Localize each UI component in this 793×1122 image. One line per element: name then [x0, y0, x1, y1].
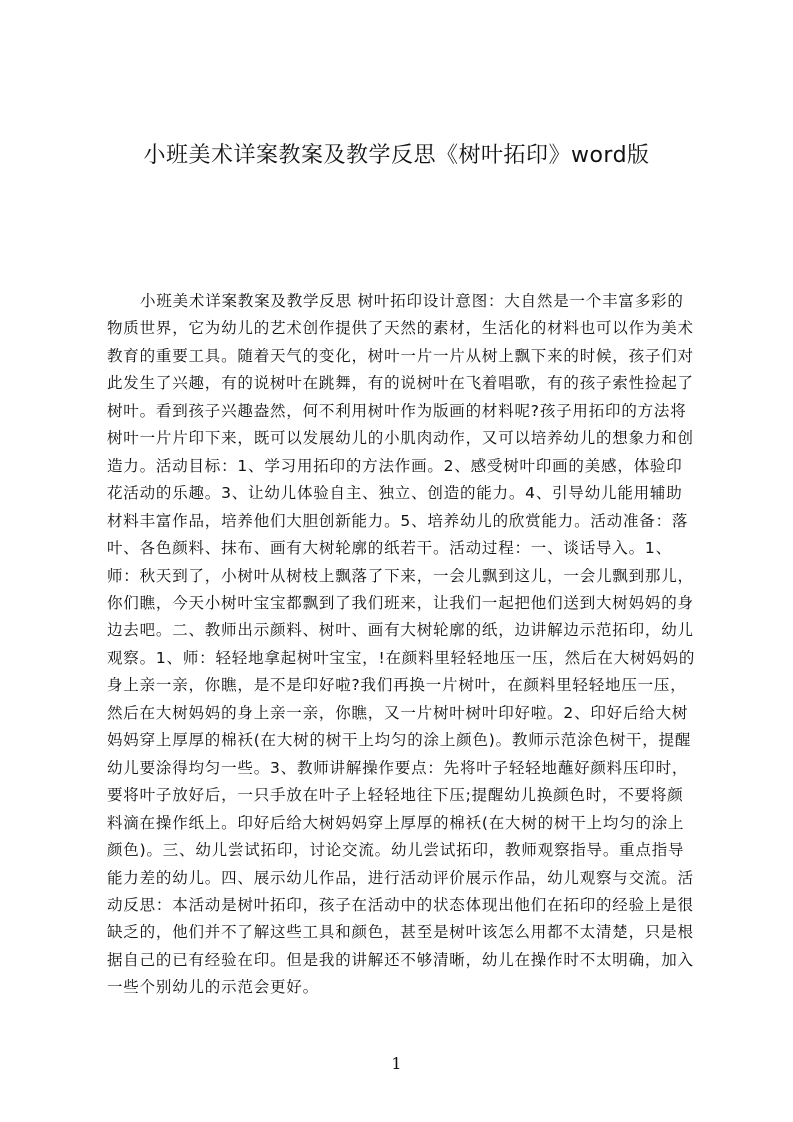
- page-number: 1: [391, 1054, 402, 1073]
- document-body-paragraph: 小班美术详案教案及教学反思 树叶拓印设计意图：大自然是一个丰富多彩的物质世界，它为幼儿的艺术创作提供了天然的素材，生活化的材料也可以作为美术教育的重要工具。随着天气的变化，树叶一片一片从树上飘下来的时候，孩子们对此发生了兴趣，有的说树叶在跳舞，有的说树叶在飞着唱歌，有的孩子索性捡起了树叶。看到孩子兴趣盎然，何不利用树叶作为版画的材料呢?孩子用拓印的方法将树叶一片片印下来，既可以发展幼儿的小肌肉动作，又可以培养幼儿的想象力和创造力。活动目标：1、学习用拓印的方法作画。2、感受树叶印画的美感，体验印花活动的乐趣。3、让幼儿体验自主、独立、创造的能力。4、引导幼儿能用辅助材料丰富作品，培养他们大胆创新能力。5、培养幼儿的欣赏能力。活动准备：落叶、各色颜料、抹布、画有大树轮廓的纸若干。活动过程：一、谈话导入。1、师：秋天到了，小树叶从树枝上飘落了下来，一会儿飘到这儿，一会儿飘到那儿，你们瞧，今天小树叶宝宝都飘到了我们班来，让我们一起把他们送到大树妈妈的身边去吧。二、教师出示颜料、树叶、画有大树轮廓的纸，边讲解边示范拓印，幼儿观察。1、师：轻轻地拿起树叶宝宝，!在颜料里轻轻地压一压，然后在大树妈妈的身上亲一亲，你瞧，是不是印好啦?我们再换一片树叶，在颜料里轻轻地压一压，然后在大树妈妈的身上亲一亲，你瞧，又一片树叶树叶印好啦。2、印好后给大树妈妈穿上厚厚的棉袄(在大树的树干上均匀的涂上颜色)。教师示范涂色树干，提醒幼儿要涂得均匀一些。3、教师讲解操作要点：先将叶子轻轻地蘸好颜料压印时，要将叶子放好后，一只手放在叶子上轻轻地往下压;提醒幼儿换颜色时，不要将颜料滴在操作纸上。印好后给大树妈妈穿上厚厚的棉袄(在大树的树干上均匀的涂上颜色)。三、幼儿尝试拓印，讨论交流。幼儿尝试拓印，教师观察指导。重点指导能力差的幼儿。四、展示幼儿作品，进行活动评价展示作品，幼儿观察与交流。活动反思：本活动是树叶拓印，孩子在活动中的状态体现出他们在拓印的经验上是很缺乏的，他们并不了解这些工具和颜色，甚至是树叶该怎么用都不太清楚，只是根据自己的已有经验在印。但是我的讲解还不够清晰，幼儿在操作时不太明确，加入一些个别幼儿的示范会更好。: [107, 292, 696, 997]
- document-title: 小班美术详案教案及教学反思《树叶拓印》word版: [143, 143, 650, 168]
